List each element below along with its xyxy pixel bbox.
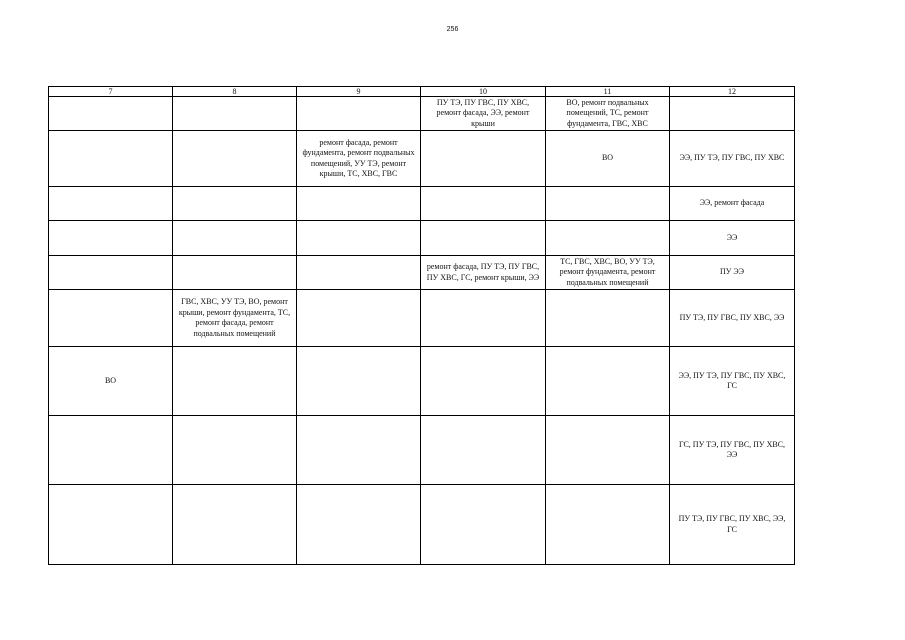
table-cell — [421, 485, 546, 565]
table-cell: ЭЭ, ПУ ТЭ, ПУ ГВС, ПУ ХВС — [670, 131, 795, 187]
table-cell — [546, 221, 670, 256]
header-cell: 8 — [173, 87, 297, 97]
table-cell — [173, 256, 297, 290]
table-cell: ГС, ПУ ТЭ, ПУ ГВС, ПУ ХВС, ЭЭ — [670, 416, 795, 485]
table-cell — [421, 347, 546, 416]
table-cell — [421, 290, 546, 347]
header-cell: 9 — [297, 87, 421, 97]
table-row — [49, 416, 795, 485]
table-cell — [173, 416, 297, 485]
table-cell — [173, 131, 297, 187]
table-cell — [49, 131, 173, 187]
table-cell — [297, 485, 421, 565]
table-cell — [173, 485, 297, 565]
table-row — [49, 290, 795, 347]
table-cell — [670, 97, 795, 131]
table-cell: ВО — [546, 131, 670, 187]
table-cell: ПУ ЭЭ — [670, 256, 795, 290]
table-cell: ремонт фасада, ремонт фундамента, ремонт подвальных помещений, УУ ТЭ, ремонт крыши, ТС, ХВС, ГВС — [297, 131, 421, 187]
table-cell: ГВС, ХВС, УУ ТЭ, ВО, ремонт крыши, ремонт фундамента, ТС, ремонт фасада, ремонт подвальных помещений — [173, 290, 297, 347]
table-cell: ТС, ГВС, ХВС, ВО, УУ ТЭ, ремонт фундамента, ремонт подвальных помещений — [546, 256, 670, 290]
table-cell — [297, 256, 421, 290]
header-cell: 11 — [546, 87, 670, 97]
table-cell — [297, 97, 421, 131]
table-cell — [546, 485, 670, 565]
table-row — [49, 187, 795, 221]
table-cell — [546, 290, 670, 347]
table-cell — [297, 187, 421, 221]
data-table — [48, 86, 795, 565]
table-cell — [421, 416, 546, 485]
table-cell: ремонт фасада, ПУ ТЭ, ПУ ГВС, ПУ ХВС, ГС, ремонт крыши, ЭЭ — [421, 256, 546, 290]
table-row — [49, 221, 795, 256]
table-cell — [297, 221, 421, 256]
table-row — [49, 97, 795, 131]
table-row — [49, 347, 795, 416]
table-cell: ЭЭ, ремонт фасада — [670, 187, 795, 221]
table-cell — [546, 187, 670, 221]
table-cell: ПУ ТЭ, ПУ ГВС, ПУ ХВС, ЭЭ — [670, 290, 795, 347]
table-cell — [421, 221, 546, 256]
table-cell — [546, 416, 670, 485]
table-cell — [49, 97, 173, 131]
table-cell — [297, 347, 421, 416]
header-cell: 7 — [49, 87, 173, 97]
table-cell — [173, 221, 297, 256]
table-cell: ПУ ТЭ, ПУ ГВС, ПУ ХВС, ЭЭ, ГС — [670, 485, 795, 565]
header-cell: 10 — [421, 87, 546, 97]
table-cell: ВО — [49, 347, 173, 416]
table-cell — [421, 187, 546, 221]
table-cell — [297, 416, 421, 485]
table-cell: ЭЭ — [670, 221, 795, 256]
table-cell — [173, 347, 297, 416]
table-cell — [49, 256, 173, 290]
table-row — [49, 485, 795, 565]
table-cell — [49, 187, 173, 221]
table-cell — [49, 485, 173, 565]
table-cell — [297, 290, 421, 347]
table-row — [49, 256, 795, 290]
page-number: 256 — [446, 26, 459, 33]
table-cell — [49, 290, 173, 347]
table-cell — [173, 187, 297, 221]
header-row — [49, 87, 795, 97]
table-cell — [49, 416, 173, 485]
table-row — [49, 131, 795, 187]
table-cell: ПУ ТЭ, ПУ ГВС, ПУ ХВС, ремонт фасада, ЭЭ, ремонт крыши — [421, 97, 546, 131]
table-cell: ВО, ремонт подвальных помещений, ТС, ремонт фундамента, ГВС, ХВС — [546, 97, 670, 131]
table-cell — [546, 347, 670, 416]
header-cell: 12 — [670, 87, 795, 97]
table-cell — [49, 221, 173, 256]
table-cell — [173, 97, 297, 131]
table-cell — [421, 131, 546, 187]
table-cell: ЭЭ, ПУ ТЭ, ПУ ГВС, ПУ ХВС, ГС — [670, 347, 795, 416]
